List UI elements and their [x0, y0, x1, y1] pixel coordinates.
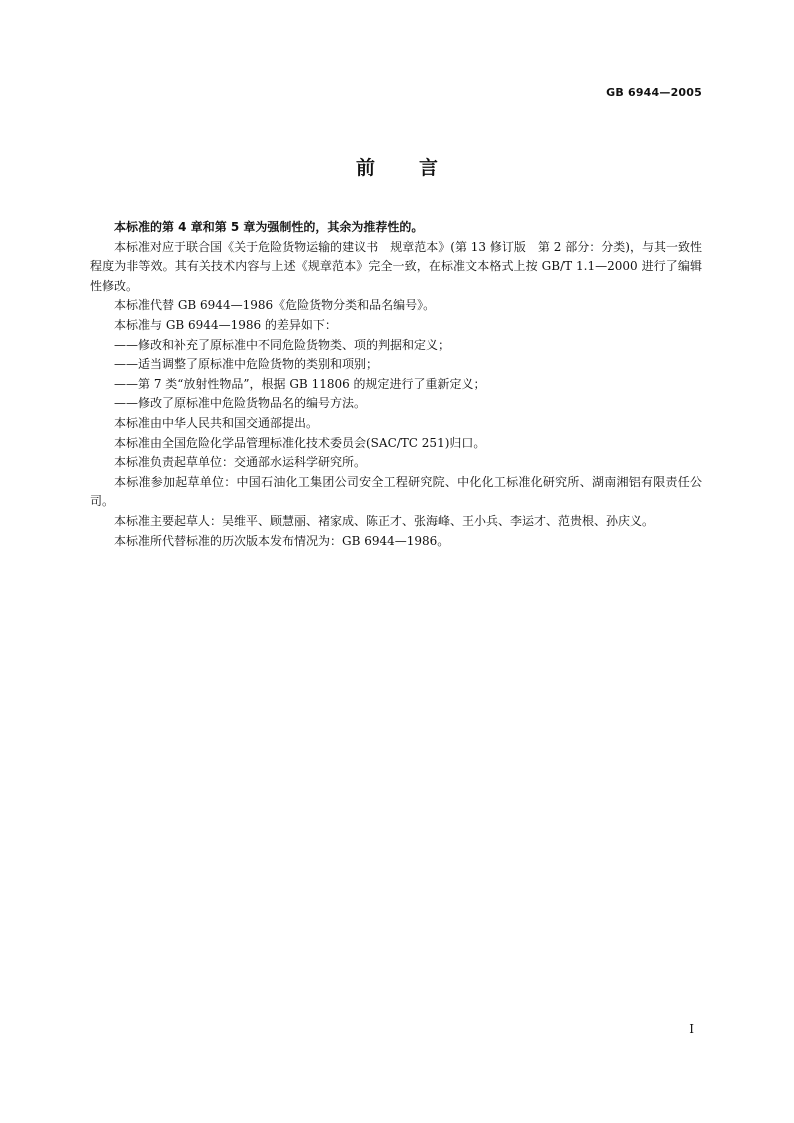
standard-number: GB 6944—2005 [606, 86, 702, 99]
list-item-difference-4: ——修改了原标准中危险货物品名的编号方法。 [114, 396, 367, 411]
paragraph-participating-units: 本标准参加起草单位：中国石油化工集团公司安全工程研究院、中化化工标准化研究所、湖南湘铝有限责任公司。 [90, 474, 702, 509]
paragraph-mandatory-clauses: 本标准的第 4 章和第 5 章为强制性的，其余为推荐性的。 [114, 220, 424, 234]
paragraph-correspondence: 本标准对应于联合国《关于危险货物运输的建议书 规章范本》(第 13 修订版 第 2 部分：分类)，与其一致性程度为非等效。其有关技术内容与上述《规章范本》完全一致，在标准文本格式上按 GB/T 1.1—2000 进行了编辑性修改。 [90, 239, 702, 293]
paragraph-differences-intro: 本标准与 GB 6944—1986 的差异如下： [114, 317, 337, 332]
page-number: I [689, 1022, 694, 1036]
paragraph-drafters: 本标准主要起草人：吴维平、顾慧丽、褚家成、陈正才、张海峰、王小兵、李运才、范贵根、孙庆义。 [114, 513, 655, 528]
list-item-difference-3: ——第 7 类“放射性物品”，根据 GB 11806 的规定进行了重新定义； [114, 376, 486, 391]
list-item-difference-2: ——适当调整了原标准中危险货物的类别和项别； [114, 357, 379, 372]
paragraph-centralized-by: 本标准由全国危险化学品管理标准化技术委员会(SAC/TC 251)归口。 [114, 435, 486, 450]
paragraph-drafting-unit: 本标准负责起草单位：交通部水运科学研究所。 [114, 455, 367, 470]
paragraph-proposed-by: 本标准由中华人民共和国交通部提出。 [114, 415, 319, 430]
foreword-body [90, 218, 702, 551]
page-title: 前言 [355, 157, 482, 179]
paragraph-replaces: 本标准代替 GB 6944—1986《危险货物分类和品名编号》。 [114, 298, 436, 313]
paragraph-edition-history: 本标准所代替标准的历次版本发布情况为：GB 6944—1986。 [114, 533, 450, 548]
list-item-difference-1: ——修改和补充了原标准中不同危险货物类、项的判据和定义； [114, 337, 451, 352]
